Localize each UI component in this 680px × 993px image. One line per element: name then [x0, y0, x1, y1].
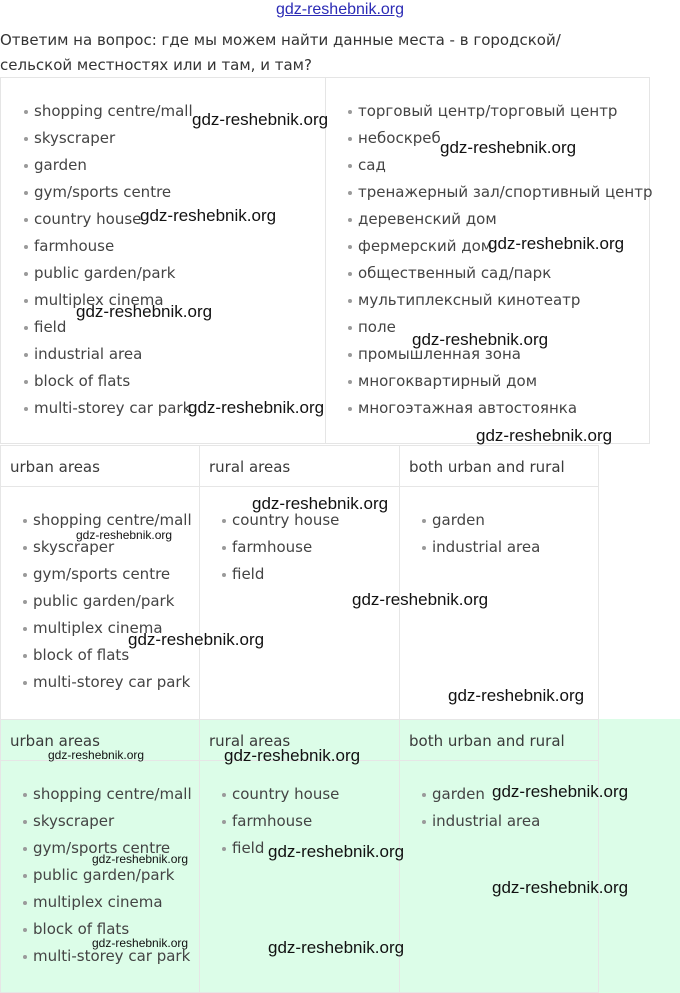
watermark: gdz-reshebnik.org — [188, 398, 325, 417]
header-rural: rural areas — [199, 445, 400, 487]
question-text: Ответим на вопрос: где мы можем найти данные места - в городской/ сельской местностях или и там, и там? — [0, 31, 561, 74]
list-item: небоскреб — [358, 125, 652, 152]
list-item: farmhouse — [34, 233, 193, 260]
list-item: multiplex cinema — [34, 287, 193, 314]
list-item: многоэтажная автостоянка — [358, 395, 652, 422]
list-item: gym/sports centre — [34, 179, 193, 206]
watermark: gdz-reshebnik.org — [268, 938, 405, 957]
english-list — [34, 98, 193, 422]
watermark: gdz-reshebnik.org — [492, 878, 629, 897]
list-item: field — [232, 835, 339, 862]
watermark: gdz-reshebnik.org — [128, 630, 265, 649]
list-item: public garden/park — [33, 862, 192, 889]
watermark: gdz-reshebnik.org — [476, 426, 613, 445]
list-item: мультиплексный кинотеатр — [358, 287, 652, 314]
english-column — [0, 77, 329, 444]
list-item: public garden/park — [33, 588, 192, 615]
rural-list — [232, 507, 339, 588]
both-list — [432, 507, 540, 561]
watermark: gdz-reshebnik.org — [448, 686, 585, 705]
watermark: gdz-reshebnik.org — [252, 494, 389, 513]
list-item: block of flats — [34, 368, 193, 395]
list-item: industrial area — [34, 341, 193, 368]
urban-cell — [0, 486, 200, 720]
list-item: gym/sports centre — [33, 835, 192, 862]
site-link[interactable]: gdz-reshebnik.org — [275, 1, 405, 18]
watermark: gdz-reshebnik.org — [76, 302, 213, 321]
rural-cell — [199, 760, 400, 993]
list-item: block of flats — [33, 642, 192, 669]
list-item: многоквартирный дом — [358, 368, 652, 395]
header-both: both urban and rural — [399, 445, 599, 487]
list-item: farmhouse — [232, 808, 339, 835]
list-item: industrial area — [432, 534, 540, 561]
urban-cell — [0, 760, 200, 993]
list-item: multi-storey car park — [33, 669, 192, 696]
list-item: shopping centre/mall — [33, 507, 192, 534]
list-item: shopping centre/mall — [33, 781, 192, 808]
classification-table — [0, 445, 599, 720]
watermark: gdz-reshebnik.org — [192, 110, 329, 129]
list-item: поле — [358, 314, 652, 341]
watermark: gdz-reshebnik.org — [488, 234, 625, 253]
watermark: gdz-reshebnik.org — [140, 206, 277, 225]
list-item: garden — [432, 781, 540, 808]
watermark: gdz-reshebnik.org — [92, 936, 189, 950]
list-item: garden — [34, 152, 193, 179]
watermark: gdz-reshebnik.org — [92, 852, 189, 866]
list-item: деревенский дом — [358, 206, 652, 233]
list-item: farmhouse — [232, 534, 339, 561]
header-urban: urban areas — [0, 719, 200, 761]
list-item: промышленная зона — [358, 341, 652, 368]
header-urban: urban areas — [0, 445, 200, 487]
header-rural: rural areas — [199, 719, 400, 761]
header-both: both urban and rural — [399, 719, 599, 761]
list-item: skyscraper — [34, 125, 193, 152]
list-item: field — [232, 561, 339, 588]
list-item: country house — [34, 206, 193, 233]
list-item: country house — [232, 781, 339, 808]
watermark: gdz-reshebnik.org — [48, 748, 145, 762]
russian-column — [325, 77, 653, 444]
list-item: field — [34, 314, 193, 341]
list-item: skyscraper — [33, 534, 192, 561]
list-item: торговый центр/торговый центр — [358, 98, 652, 125]
watermark: gdz-reshebnik.org — [224, 746, 361, 765]
list-item: сад — [358, 152, 652, 179]
list-item: общественный сад/парк — [358, 260, 652, 287]
watermark: gdz-reshebnik.org — [352, 590, 489, 609]
list-item: multiplex cinema — [33, 889, 192, 916]
list-item: multiplex cinema — [33, 615, 192, 642]
list-item: фермерский дом — [358, 233, 652, 260]
list-item: block of flats — [33, 916, 192, 943]
watermark: gdz-reshebnik.org — [76, 528, 173, 542]
list-item: gym/sports centre — [33, 561, 192, 588]
list-item: country house — [232, 507, 339, 534]
list-item: garden — [432, 507, 540, 534]
watermark: gdz-reshebnik.org — [412, 330, 549, 349]
watermark: gdz-reshebnik.org — [268, 842, 405, 861]
watermark: gdz-reshebnik.org — [492, 782, 629, 801]
list-item: public garden/park — [34, 260, 193, 287]
list-item: multi-storey car park — [34, 395, 193, 422]
vocabulary-table — [0, 77, 653, 444]
list-item: skyscraper — [33, 808, 192, 835]
list-item: тренажерный зал/спортивный центр — [358, 179, 652, 206]
list-item: multi-storey car park — [33, 943, 192, 970]
watermark: gdz-reshebnik.org — [440, 138, 577, 157]
list-item: shopping centre/mall — [34, 98, 193, 125]
list-item: industrial area — [432, 808, 540, 835]
